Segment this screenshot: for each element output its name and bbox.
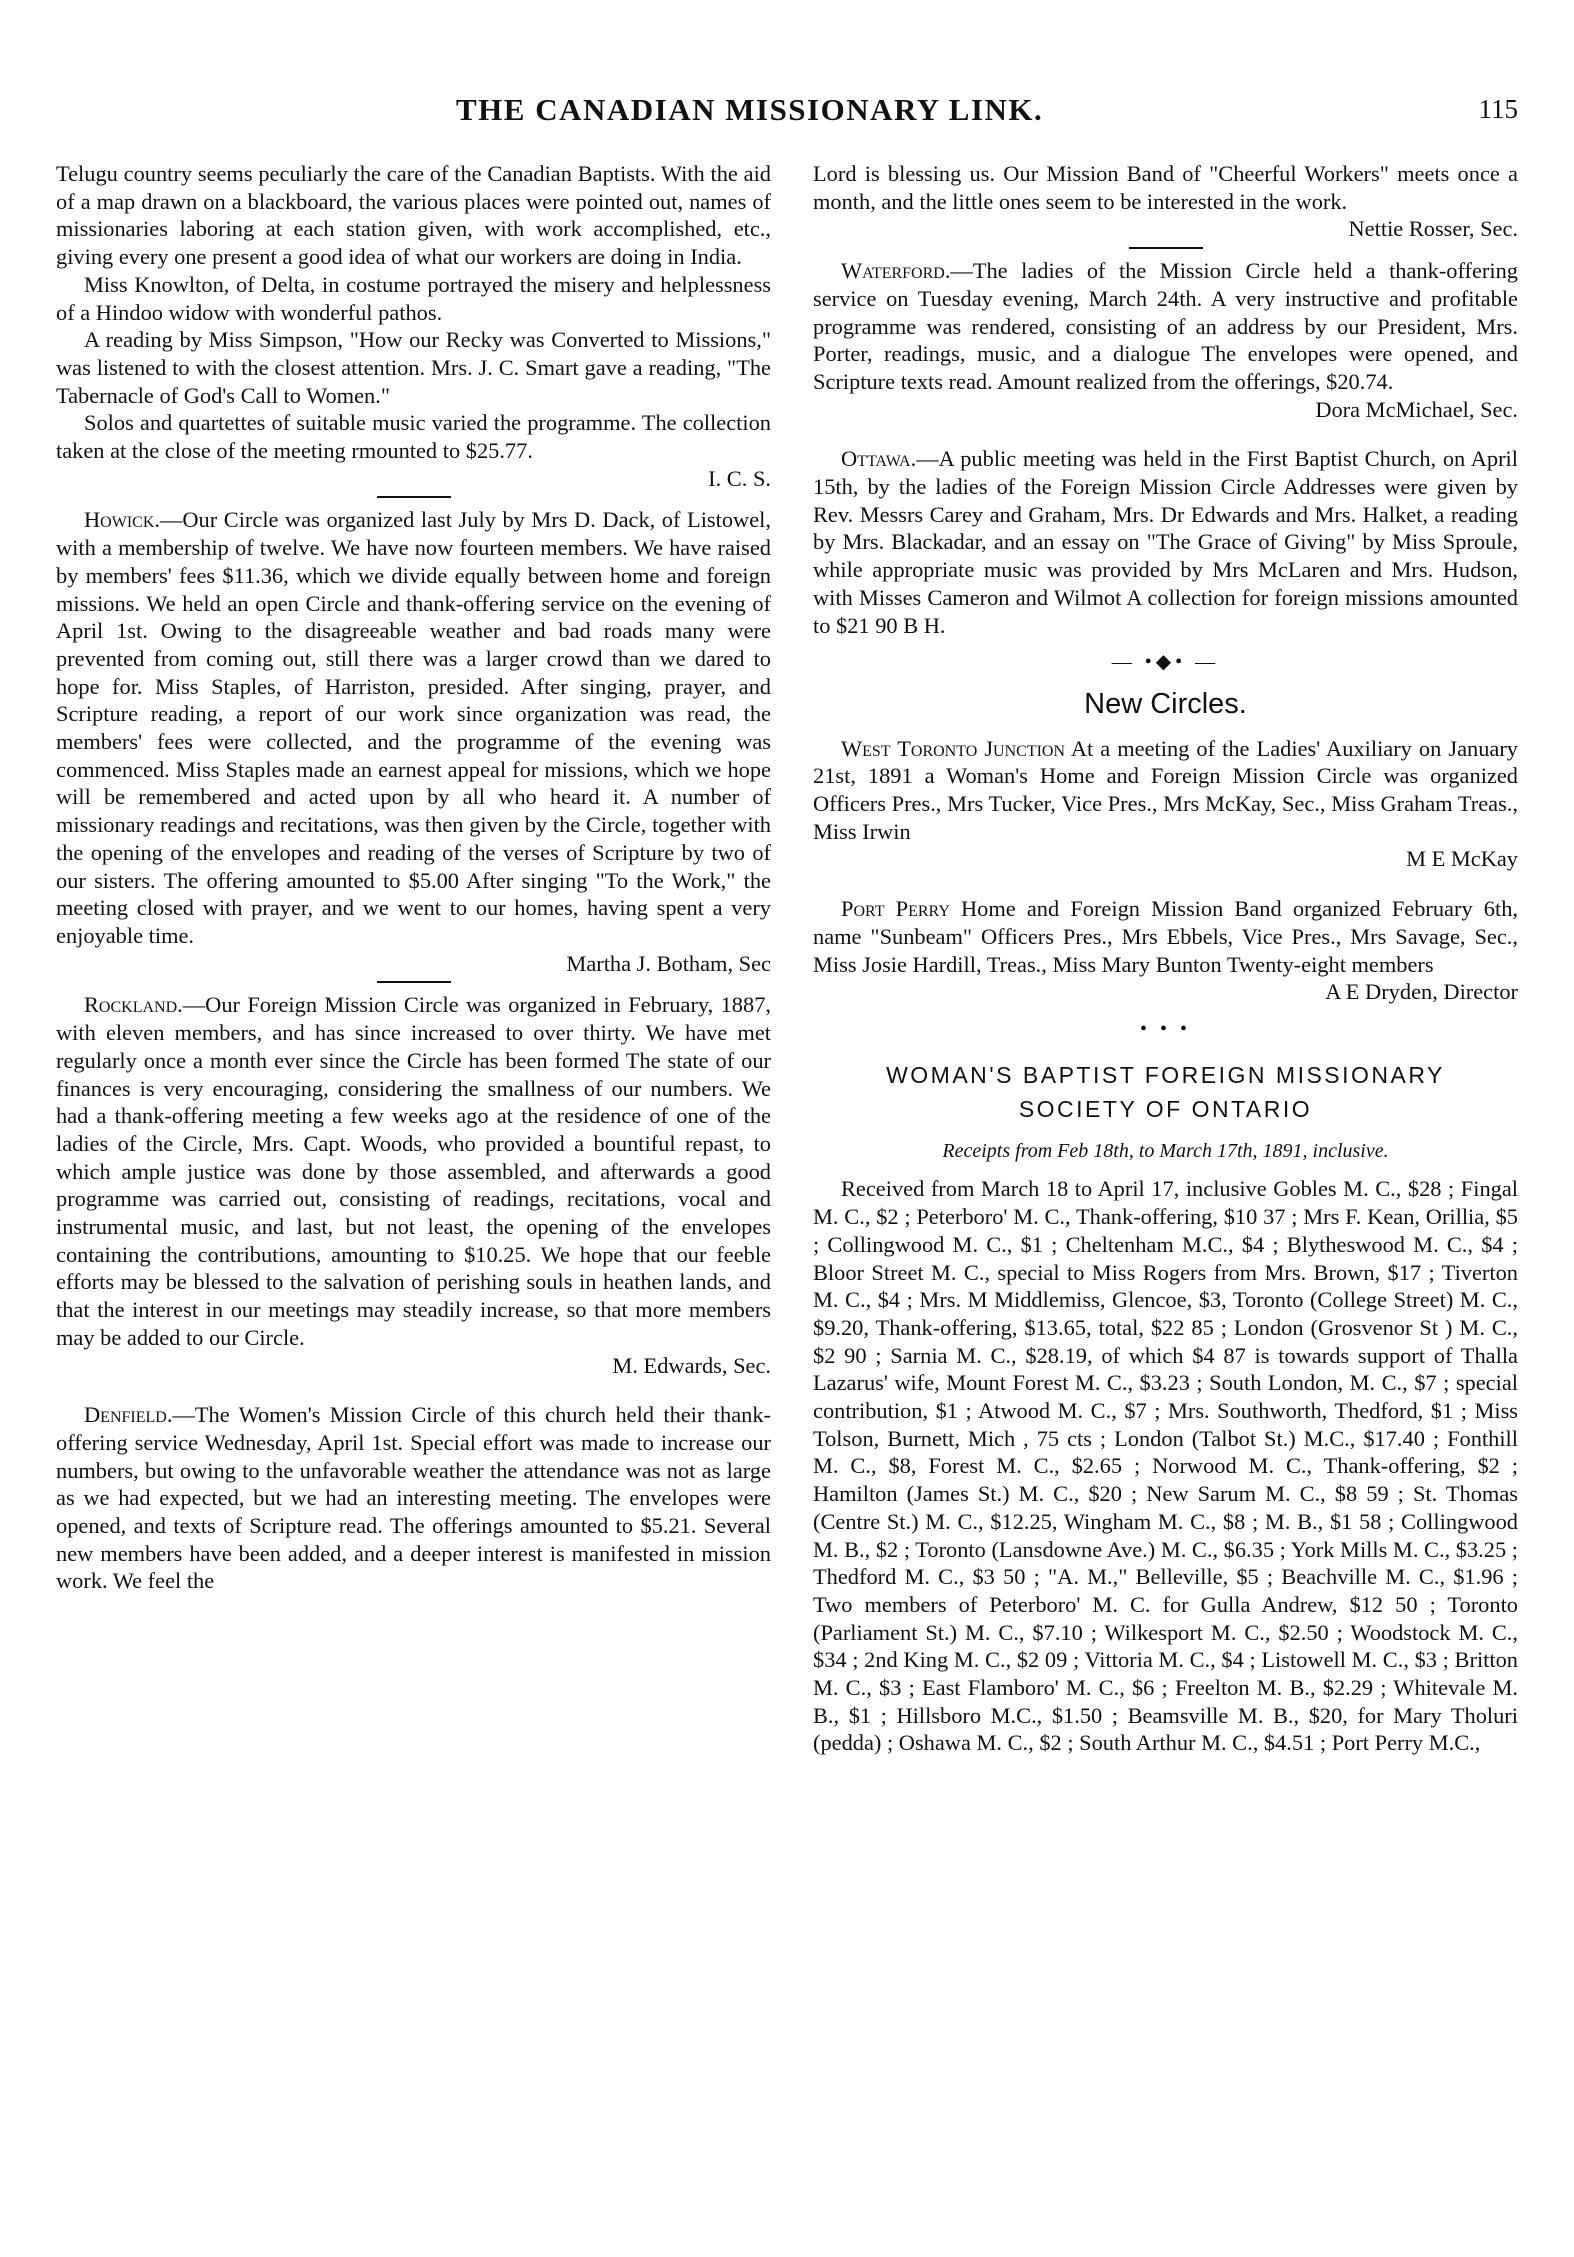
- intro-paragraph-1: Telugu country seems peculiarly the care of the Canadian Baptists. With the aid of a map drawn on a blackboard, the various places were pointed out, names of missionaries laboring at each station given, with work accomplished, etc., giving every one present a good idea of what our workers are doing in India.: [56, 161, 771, 270]
- ornament-dots: • • •: [1139, 1017, 1191, 1040]
- right-column: [813, 160, 1518, 1757]
- section-divider: [1129, 247, 1203, 249]
- new-circles-heading: New Circles.: [1084, 687, 1247, 720]
- society-heading-line-2: SOCIETY OF ONTARIO: [1018, 1095, 1313, 1122]
- society-heading: [813, 1058, 1518, 1126]
- west-toronto-place: West Toronto Junction: [841, 735, 1066, 761]
- society-heading-line-1: WOMAN'S BAPTIST FOREIGN MISSIONARY: [886, 1061, 1445, 1088]
- left-column: [56, 160, 771, 1595]
- intro-signature: I. C. S.: [708, 465, 771, 491]
- west-toronto-signature: M E McKay: [1406, 846, 1518, 872]
- rockland-report: [56, 991, 771, 1351]
- receipts-list: Received from March 18 to April 17, inclusive Gobles M. C., $28 ; Fingal M. C., $2 ; Peterboro' M. C., Thank-offering, $10 37 ; Mrs F. Kean, Orillia, $5 ; Collingwood M. C., $1 ; Cheltenham M.C., $4 ; Blytheswood M. C., $4 ; Bloor Street M. C., special to Miss Rogers from Mrs. Brown, $17 ; Tiverton M. C., $4 ; Mrs. M Middlemiss, Glencoe, $3, Toronto (College Street) M. C., $9.20, Thank-offering, $13.65, total, $22 85 ; London (Grosvenor St ) M. C., $2 90 ; Sarnia M. C., $28.19, of which $4 87 is towards support of Thalla Lazarus' wife, Mount Forest M. C., $3.23 ; South London, M. C., $7 ; special contribution, $1 ; Atwood M. C., $7 ; Mrs. Southworth, Thedford, $1 ; Miss Tolson, Burnett, Mich , 75 cts ; London (Talbot St.) M.C., $17.40 ; Fonthill M. C., $8, Forest M. C., $2.65 ; Norwood M. C., Thank-offering, $2 ; Hamilton (James St.) M. C., $20 ; New Sarum M. C., $8 59 ; St. Thomas (Centre St.) M. C., $12.25, Wingham M. C., $8 ; M. B., $1 58 ; Collingwood M. B., $2 ; Toronto (Lansdowne Ave.) M. C., $6.35 ; York Mills M. C., $3.25 ; Thedford M. C., $3 50 ; "A. M.," Belleville, $5 ; Beachville M. C., $1.96 ; Two members of Peterboro' M. C. for Gulla Andrew, $12 50 ; Toronto (Parliament St.) M. C., $7.10 ; Wilkesport M. C., $2.50 ; Woodstock M. C., $34 ; 2nd King M. C., $2 09 ; Vittoria M. C., $4 ; Listowell M. C., $3 ; Britton M. C., $3 ; East Flamboro' M. C., $6 ; Freelton M. B., $2.29 ; Whitevale M. B., $1 ; Hillsboro M.C., $1.50 ; Beamsville M. B., $20, for Mary Tholuri (pedda) ; Oshawa M. C., $2 ; South Arthur M. C., $4.51 ; Port Perry M.C.,: [813, 1176, 1518, 1756]
- section-divider: [377, 981, 451, 983]
- rockland-signature: M. Edwards, Sec.: [612, 1352, 771, 1378]
- port-perry-report: [813, 895, 1518, 978]
- howick-report: [56, 506, 771, 949]
- waterford-place: Waterford.: [841, 258, 951, 284]
- intro-paragraph-2: Miss Knowlton, of Delta, in costume portrayed the misery and helplessness of a Hindoo widow with wonderful pathos.: [56, 271, 771, 325]
- west-toronto-text: At a meeting of the Ladies' Auxiliary on January 21st, 1891 a Woman's Home and Foreign Mission Circle was organized Officers Pres., Mrs Tucker, Vice Pres., Mrs McKay, Sec., Miss Graham Treas., Miss Irwin: [813, 735, 1518, 844]
- ottawa-text: —A public meeting was held in the First Baptist Church, on April 15th, by the ladies of the Foreign Mission Circle Addresses were given by Rev. Messrs Carey and Graham, Mrs. Dr Edwards and Mrs. Halket, a reading by Mrs. Blackadar, and an essay on "The Grace of Giving" by Miss Sproule, while appropriate music was provided by Mrs McLaren and Mrs. Hudson, with Misses Cameron and Wilmot A collection for foreign missions amounted to $21 90: [813, 446, 1518, 638]
- intro-paragraph-3: A reading by Miss Simpson, "How our Recky was Converted to Missions," was listened to with the closest attention. Mrs. J. C. Smart gave a reading, "The Tabernacle of God's Call to Women.": [56, 327, 771, 408]
- howick-signature: Martha J. Botham, Sec: [566, 950, 771, 976]
- denfield-text: —The Women's Mission Circle of this church held their thank-offering service Wednesday, April 1st. Special effort was made to increase our numbers, but owing to the unfavorable weather the attendance was not as large as we had expected, but we had an interesting meeting. The envelopes were opened, and texts of Scripture read. The offerings amounted to $5.21. Several new members have been added, and a deeper interest is manifested in mission work. We feel the: [56, 1402, 771, 1594]
- ottawa-signature: B H.: [903, 612, 946, 638]
- waterford-signature: Dora McMichael, Sec.: [1315, 396, 1518, 422]
- port-perry-signature: A E Dryden, Director: [1325, 979, 1518, 1005]
- ottawa-place: Ottawa.: [841, 446, 917, 472]
- rockland-place: Rockland.: [84, 992, 183, 1018]
- continuation-signature: Nettie Rosser, Sec.: [1348, 216, 1518, 242]
- newspaper-title: THE CANADIAN MISSIONARY LINK.: [456, 92, 1044, 127]
- howick-text: —Our Circle was organized last July by Mrs D. Dack, of Listowel, with a membership of twelve. We have now fourteen members. We have raised by members' fees $11.36, which we divide equally between home and foreign missions. We held an open Circle and thank-offering service on the evening of April 1st. Owing to the disagreeable weather and bad roads many were prevented from coming out, still there was a larger crowd than we dared to hope for. Miss Staples, of Harriston, presided. After singing, prayer, and Scripture reading, a report of our work since organization was read, the members' fees were collected, and the programme of the evening was commenced. Miss Staples made an earnest appeal for missions, which we hope will be remembered and acted upon by all who heard it. A number of missionary readings and recitations, was then given by the Circle, together with the opening of the envelopes and reading of the verses of Scripture by two of our sisters. The offering amounted to $5.00 After singing "To the Work," the meeting closed with prayer, and we went to our homes, having spent a very enjoyable time.: [56, 507, 771, 948]
- west-toronto-report: [813, 735, 1518, 846]
- denfield-report: [56, 1401, 771, 1595]
- section-divider: [377, 496, 451, 498]
- receipts-caption: Receipts from Feb 18th, to March 17th, 1891, inclusive.: [942, 1139, 1389, 1162]
- rockland-text: —Our Foreign Mission Circle was organized in February, 1887, with eleven members, and has since increased to over thirty. We have met regularly once a month ever since the Circle has been formed The state of our finances is very encouraging, considering the smallness of our numbers. We had a thank-offering meeting a few weeks ago at the residence of one of the ladies of the Circle, Mrs. Capt. Woods, who provided a bountiful repast, to which ample justice was done by those assembled, and afterwards a good programme was carried out, consisting of readings, recitations, vocal and instrumental music, and last, but not least, the opening of the envelopes containing the contributions, amounting to $10.25. We hope that our feeble efforts may be blessed to the salvation of perishing souls in heathen lands, and that the interest in our meetings may steadily increase, so that more members may be added to our Circle.: [56, 992, 771, 1350]
- page-header: [56, 92, 1518, 132]
- port-perry-place: Port Perry: [841, 896, 950, 922]
- waterford-report: [813, 257, 1518, 396]
- howick-place: Howick.: [84, 507, 160, 533]
- page-number: 115: [1478, 94, 1518, 124]
- waterford-text: —The ladies of the Mission Circle held a thank-offering service on Tuesday evening, March 24th. A very instructive and profitable programme was rendered, consisting of an address by our President, Mrs. Porter, readings, music, and a dialogue The envelopes were opened, and Scripture texts read. Amount realized from the offerings, $20.74.: [813, 258, 1518, 394]
- intro-paragraph-4: Solos and quartettes of suitable music varied the programme. The collection taken at the close of the meeting rmounted to $25.77.: [56, 410, 771, 464]
- continuation-paragraph: Lord is blessing us. Our Mission Band of "Cheerful Workers" meets once a month, and the little ones seem to be interested in the work.: [813, 161, 1518, 214]
- port-perry-text: Home and Foreign Mission Band organized February 6th, name "Sunbeam" Officers Pres., Mrs Ebbels, Vice Pres., Mrs Savage, Sec., Miss Josie Hardill, Treas., Miss Mary Bunton Twenty-eight members: [813, 896, 1518, 977]
- ornament-divider: — •◆• —: [1111, 651, 1220, 674]
- ottawa-report: [813, 445, 1518, 639]
- denfield-place: Denfield.: [84, 1402, 173, 1428]
